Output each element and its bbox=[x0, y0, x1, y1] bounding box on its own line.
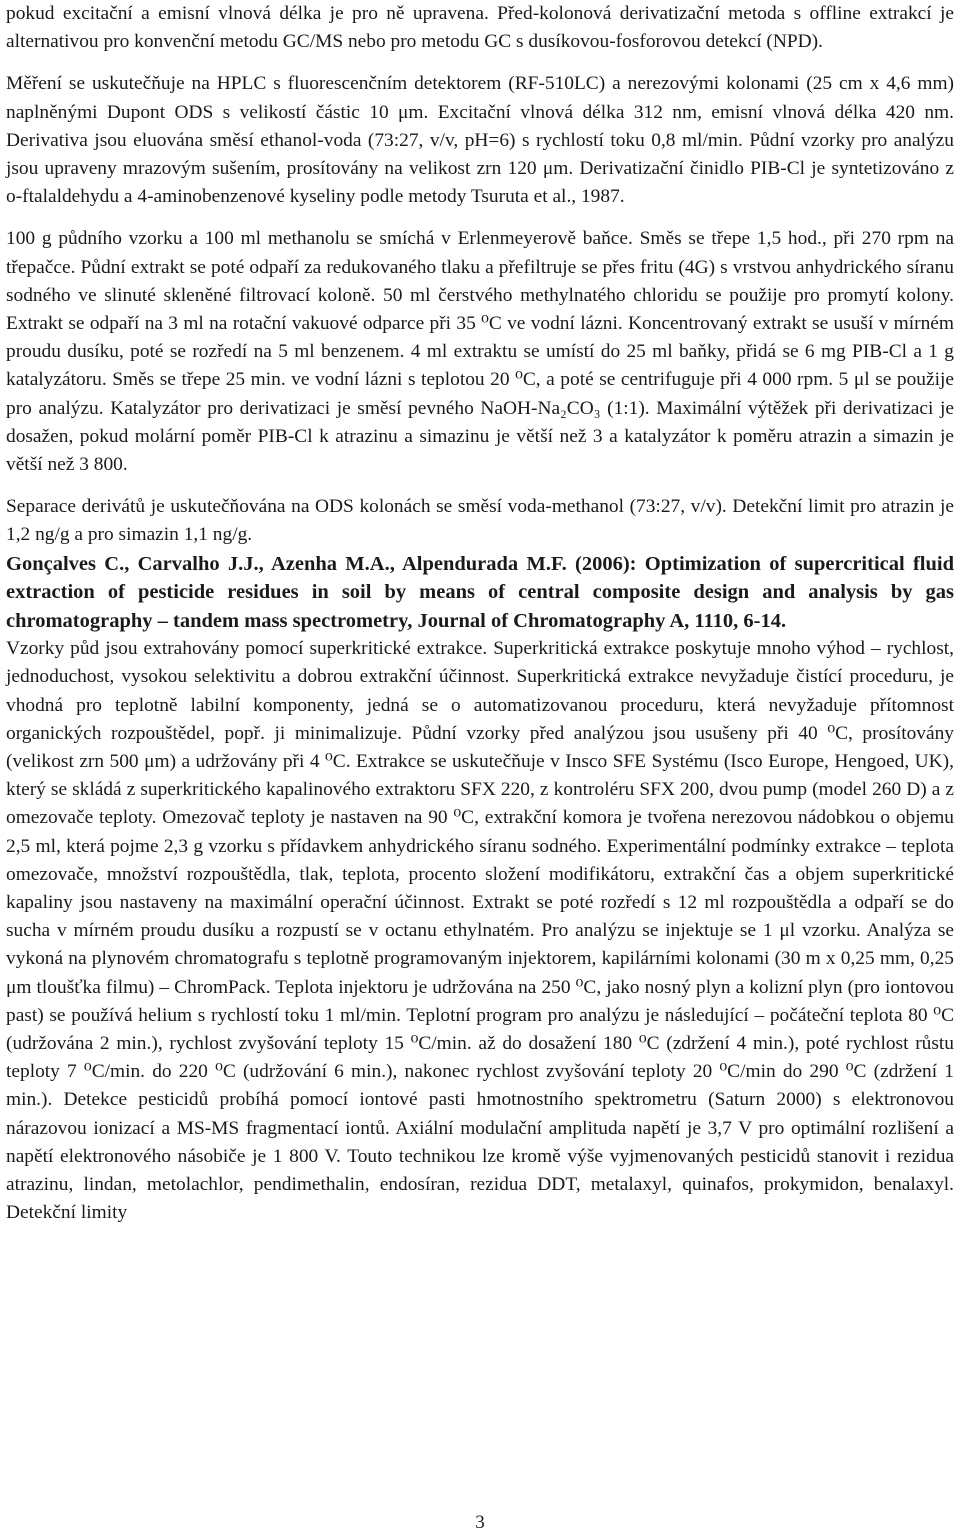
paragraph-sfe-method: Vzorky půd jsou extrahovány pomocí superkritické extrakce. Superkritická extrakce poskytuje mnoho výhod – rychlost, jednoduchost, vysokou selektivitu a dobrou extrakční účinnost. Superkritická extrakce nevyžaduje čistící proceduru, je vhodná pro teplotně labilní komponenty, jedná se o automatizovanou proceduru, která nevyžaduje přítomnost organických rozpouštědel, popř. ji minimalizuje. Půdní vzorky před analýzou jsou usušeny při 40 ⁰C, prosítovány (velikost zrn 500 μm) a udržovány při 4 ⁰C. Extrakce se uskutečňuje v Insco SFE Systému (Isco Europe, Hengoed, UK), který se skládá z superkritického kapalinového extraktoru SFX 220, z kontroléru SFX 200, dvou pump (model 260 D) a z omezovače teploty. Omezovač teploty je nastaven na 90 ⁰C, extrakční komora je tvořena nerezovou nádobkou o objemu 2,5 ml, která pojme 2,3 g vzorku s přídavkem anhydrického síranu sodného. Experimentální podmínky extrakce – teplota omezovače, množství rozpouštědla, tlak, teplota, procento složení modifikátoru, extrakční čas a objem superkritické kapaliny jsou nastaveny na maximální operační účinnost. Extrakt se poté rozředí s 12 ml rozpouštědla a odpaří se do sucha v mírném proudu dusíku a rozpustí se v octanu ethylnatém. Pro analýzu se injektuje se 1 μl vzorku. Analýza se vykoná na plynovém chromatografu s teplotně programovaným injektorem, kapilárními kolonami (30 m x 0,25 mm, 0,25 μm tloušťka filmu) – ChromPack. Teplota injektoru je udržována na 250 ⁰C, jako nosný plyn a kolizní plyn (pro iontovou past) se používá helium s rychlostí toku 1 ml/min. Teplotní program pro analýzu je následující – počáteční teplota 80 ⁰C (udržována 2 min.), rychlost zvyšování teploty 15 ⁰C/min. až do dosažení 180 ⁰C (zdržení 4 min.), poté rychlost růstu teploty 7 ⁰C/min. do 220 ⁰C (udržování 6 min.), nakonec rychlost zvyšování teploty 20 ⁰C/min do 290 ⁰C (zdržení 1 min.). Detekce pesticidů probíhá pomocí iontové pasti hmotnostního spektrometru (Saturn 2000) s elektronovou nárazovou ionizací a MS-MS fragmentací iontů. Axiální modulační amplituda napětí je 3,7 V pro optimální rozlišení a napětí elektronového násobiče je 1 800 V. Touto technikou lze kromě výše vyjmenovaných pesticidů stanovit i rezidua atrazinu, lindan, metolachlor, pendimethalin, endosíran, rezidua DDT, metalaxyl, quinafos, prokymidon, benalaxyl. Detekční limity bbox=[6, 638, 954, 1224]
paragraph-extraction-procedure: 100 g půdního vzorku a 100 ml methanolu se smíchá v Erlenmeyerově baňce. Směs se třepe 1,5 hod., při 270 rpm na třepačce. Půdní extrakt se poté odpaří za redukovaného tlaku a přefiltruje se přes fritu (4G) s vrstvou anhydrického síranu sodného ve slinuté skleněné filtrovací koloně. 50 ml čerstvého methylnatého chloridu se použije pro promytí kolony. Extrakt se odpaří na 3 ml na rotační vakuové odparce při 35 ⁰C ve vodní lázni. Koncentrovaný extrakt se usuší v mírném proudu dusíku, poté se rozředí na 5 ml benzenem. 4 ml extraktu se umístí do 25 ml baňky, přidá se 6 mg PIB-Cl a 1 g katalyzátoru. Směs se třepe 25 min. ve vodní lázni s teplotou 20 ⁰C, a poté se centrifuguje při 4 000 rpm. 5 μl se použije pro analýzu. Katalyzátor pro derivatizaci je směsí pevného NaOH-Na₂CO₃ (1:1). Maximální výtěžek při derivatizaci je dosažen, pokud molární poměr PIB-Cl k atrazinu a simazinu je větší než 3 a katalyzátor k poměru atrazin a simazin je větší než 3 800. bbox=[6, 228, 954, 476]
page-number: 3 bbox=[475, 1512, 485, 1533]
document-page bbox=[6, 0, 954, 1227]
paragraph-separation: Separace derivátů je uskutečňována na ODS kolonách se směsí voda-methanol (73:27, v/v). Detekční limit pro atrazin je 1,2 ng/g a pro simazin 1,1 ng/g. bbox=[6, 496, 954, 546]
reference-citation: Gonçalves C., Carvalho J.J., Azenha M.A., Alpendurada M.F. (2006): Optimization of supercritical fluid extraction of pesticide residues in soil by means of central composite design and analysis by gas chromatography – tandem mass spectrometry, Journal of Chromatography A, 1110, 6-14. bbox=[6, 552, 954, 632]
paragraph-hplc-method: Měření se uskutečňuje na HPLC s fluorescenčním detektorem (RF-510LC) a nerezovými kolonami (25 cm x 4,6 mm) naplněnými Dupont ODS s velikostí částic 10 μm. Excitační vlnová délka 312 nm, emisní vlnová délka 420 nm. Derivativa jsou eluována směsí ethanol-voda (73:27, v/v, pH=6) s rychlostí toku 0,8 ml/min. Půdní vzorky pro analýzu jsou upraveny mrazovým sušením, prosítovány na velikost zrn 120 μm. Derivatizační činidlo PIB-Cl je syntetizováno z o-ftalaldehydu a 4-aminobenzenové kyseliny podle metody Tsuruta et al., 1987. bbox=[6, 73, 954, 208]
paragraph-intro: pokud excitační a emisní vlnová délka je pro ně upravena. Před-kolonová derivatizační metoda s offline extrakcí je alternativou pro konvenční metodu GC/MS nebo pro metodu GC s dusíkovou-fosforovou detekcí (NPD). bbox=[6, 3, 954, 53]
